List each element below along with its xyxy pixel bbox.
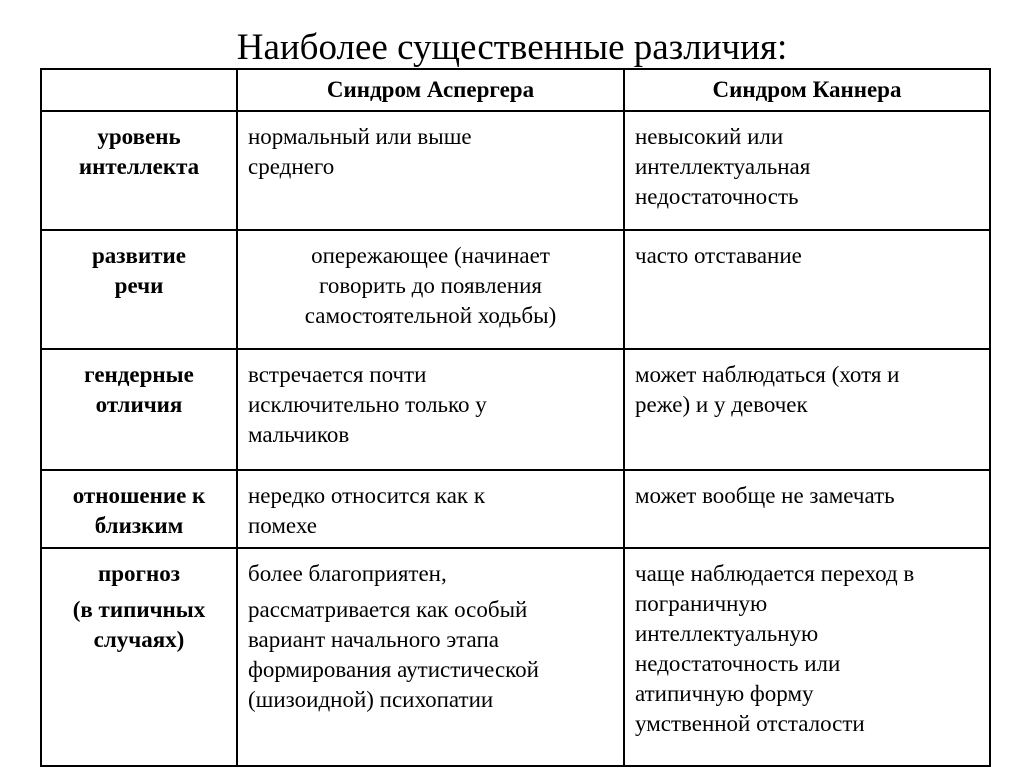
row-header-line: уровень (97, 124, 181, 149)
row-header-gender (41, 349, 237, 470)
cell-line: встречается почти (248, 362, 427, 387)
cell-line: чаще наблюдается переход в (635, 561, 915, 586)
cell-kanner-prognosis (624, 548, 990, 766)
column-header-kanner: Синдром Каннера (624, 69, 990, 111)
cell-line: опережающее (начинает (311, 243, 550, 268)
cell-line: нормальный или выше (248, 124, 472, 149)
cell-line: самостоятельной ходьбы) (304, 303, 557, 328)
cell-line: интеллектуальная (635, 154, 811, 179)
slide-title: Наиболее существенные различия: (236, 27, 788, 68)
cell-line: атипичную форму (635, 681, 814, 706)
row-header-line: развитие (92, 243, 186, 268)
table-row (41, 349, 990, 470)
cell-line: недостаточность или (635, 651, 841, 676)
cell-line: реже) и у девочек (635, 392, 808, 417)
cell-line: умственной отсталости (635, 711, 865, 736)
cell-line: говорить до появления (318, 273, 542, 298)
cell-line: недостаточность (635, 184, 799, 209)
cell-line: формирования аутистической (248, 657, 539, 682)
cell-line: среднего (248, 154, 335, 179)
cell-line: пограничную (635, 591, 768, 616)
row-header-line: (в типичных (72, 597, 206, 622)
table-row (41, 111, 990, 230)
cell-line: (шизоидной) психопатии (248, 687, 494, 712)
row-header-prognosis (41, 548, 237, 766)
cell-kanner-intellect (624, 111, 990, 230)
cell-asperger-relatives (237, 470, 624, 548)
row-header-relatives (41, 470, 237, 548)
cell-asperger-prognosis (237, 548, 624, 766)
table-row (41, 470, 990, 548)
column-header-asperger: Синдром Аспергера (237, 69, 624, 111)
row-header-line: интеллекта (78, 154, 200, 179)
row-header-line: близким (94, 513, 184, 538)
row-header-line: отношение к (72, 483, 206, 508)
cell-line: вариант начального этапа (248, 627, 499, 652)
cell-line: мальчиков (248, 422, 350, 447)
cell-line: может наблюдаться (хотя и (635, 362, 900, 387)
cell-line: интеллектуальную (635, 621, 819, 646)
cell-asperger-speech (237, 230, 624, 349)
row-header-speech (41, 230, 237, 349)
cell-line: рассматривается как особый (248, 597, 528, 622)
cell-line: помехе (248, 513, 317, 538)
cell-line: часто отставание (635, 243, 802, 268)
row-header-line: прогноз (98, 561, 180, 586)
cell-line: может вообще не замечать (635, 483, 895, 508)
cell-line: исключительно только у (248, 392, 487, 417)
table-row (41, 548, 990, 766)
cell-asperger-gender (237, 349, 624, 470)
cell-line: более благоприятен, (248, 561, 447, 586)
row-header-line: случаях) (93, 627, 185, 652)
table-row (41, 230, 990, 349)
row-header-line: речи (114, 273, 164, 298)
cell-line: невысокий или (635, 124, 784, 149)
table-header-row (41, 69, 990, 111)
row-header-line: отличия (95, 392, 183, 417)
cell-line: нередко относится как к (248, 483, 486, 508)
row-header-line: гендерные (84, 362, 194, 387)
cell-kanner-speech (624, 230, 990, 349)
corner-cell (41, 69, 237, 111)
row-header-intellect (41, 111, 237, 230)
comparison-table (40, 68, 991, 767)
cell-kanner-gender (624, 349, 990, 470)
cell-asperger-intellect (237, 111, 624, 230)
cell-kanner-relatives (624, 470, 990, 548)
